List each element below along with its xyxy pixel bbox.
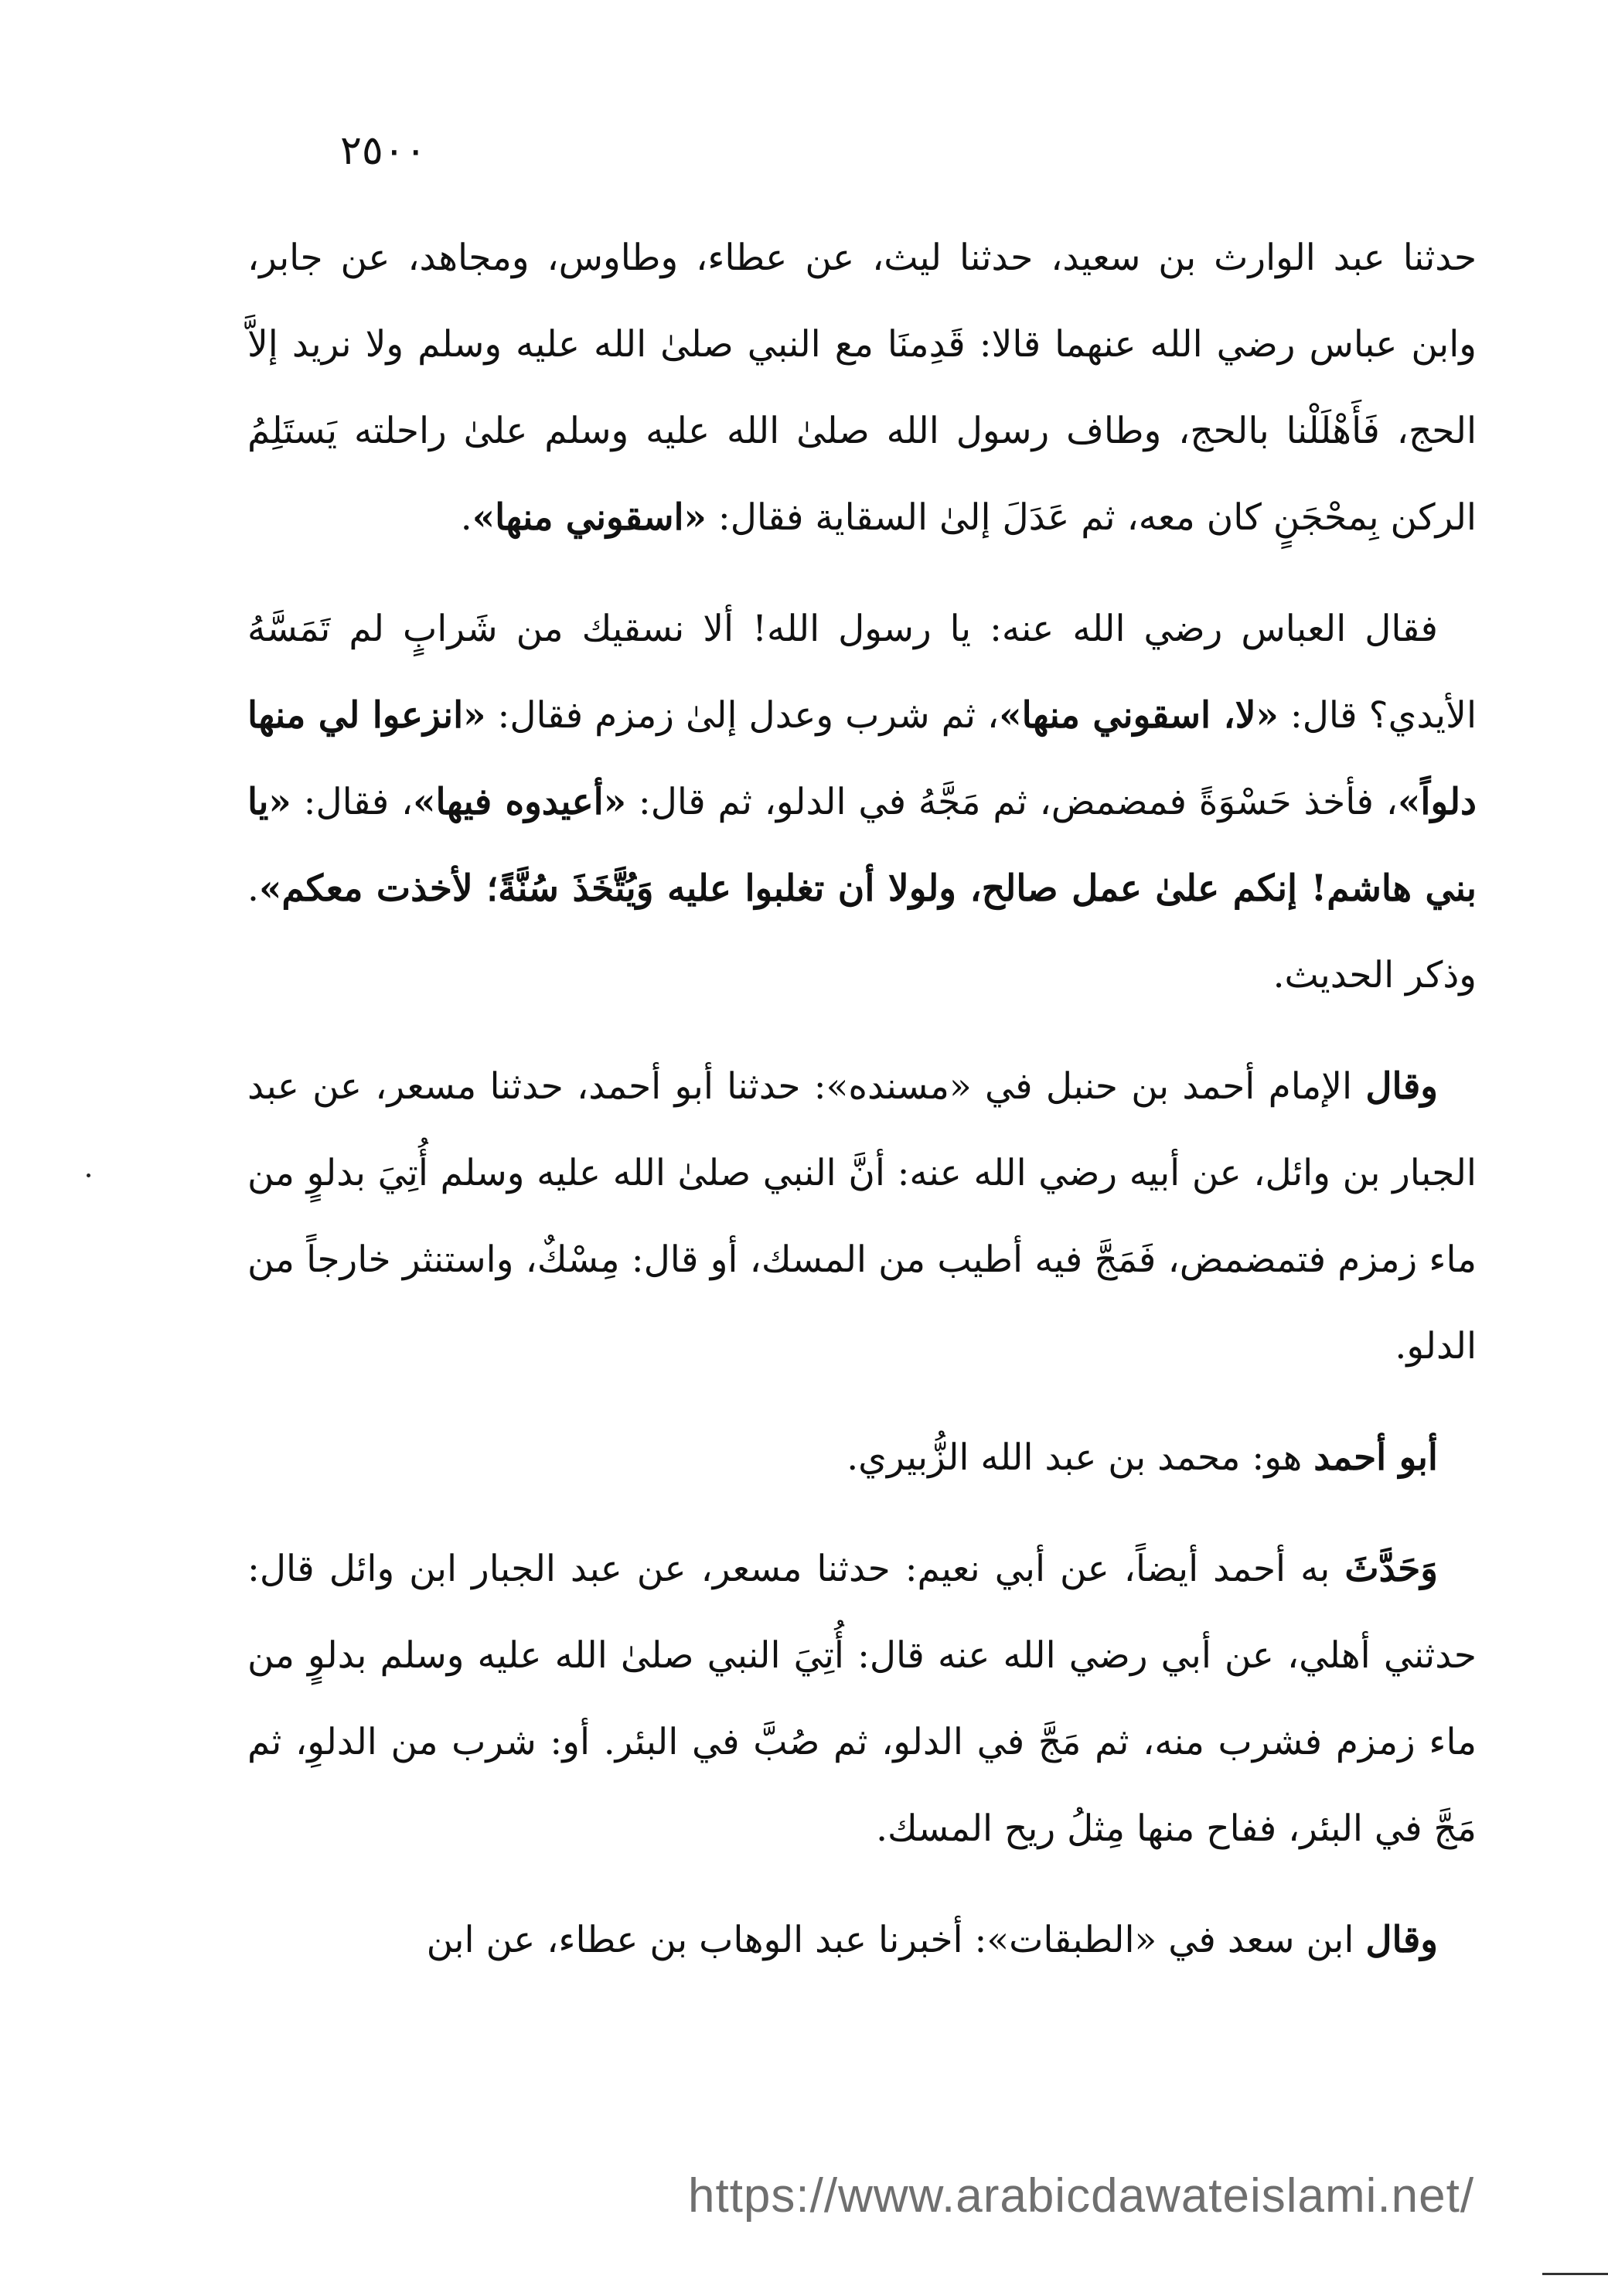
text-segment: ، فأخذ حَسْوَةً فمضمض، ثم مَجَّهُ في الدلو، ثم قال: bbox=[626, 781, 1398, 823]
watermark-url: https://www.arabicdawateislami.net/ bbox=[688, 2169, 1475, 2223]
paragraph bbox=[247, 586, 1477, 1019]
stray-dot-mark bbox=[87, 1174, 90, 1177]
paragraph bbox=[247, 1526, 1477, 1872]
paragraph bbox=[247, 1415, 1477, 1501]
paragraph bbox=[247, 215, 1477, 561]
bold-text-segment: «لا، اسقوني منها» bbox=[999, 694, 1279, 737]
text-segment: . وذكر الحديث. bbox=[247, 867, 1477, 996]
bold-text-segment: «اسقوني منها» bbox=[472, 496, 707, 539]
text-segment: حدثنا عبد الوارث بن سعيد، حدثنا ليث، عن عطاء، وطاوس، ومجاهد، عن جابر، وابن عباس رضي الله عنهما قالا: قَدِمنَا مع النبي صلىٰ الله عليه وسلم ولا نريد إلاَّ الحج، فَأَهْلَلْنا بالحج، وطاف رسول الله صلىٰ الله عليه وسلم علىٰ راحلته يَستَلِمُ الركن بِمحْجَنٍ كان معه، ثم عَدَلَ إلىٰ السقاية فقال: bbox=[247, 237, 1477, 539]
body-text bbox=[247, 215, 1477, 2008]
text-segment: . bbox=[460, 496, 472, 539]
bold-text-segment: وقال bbox=[1365, 1065, 1438, 1108]
text-segment: هو: محمد بن عبد الله الزُّبيري. bbox=[847, 1436, 1314, 1479]
bold-text-segment: وقال bbox=[1365, 1919, 1438, 1961]
text-segment: به أحمد أيضاً، عن أبي نعيم: حدثنا مسعر، عن عبد الجبار ابن وائل قال: حدثني أهلي، عن أبي رضي الله عنه قال: أُتِيَ النبي صلىٰ الله عليه وسلم بدلوٍ من ماء زمزم فشرب منه، ثم مَجَّ في الدلو، ثم صُبَّ في البئر. أو: شرب من الدلوِ، ثم مَجَّ في البئر، ففاح منها مِثلُ ريح المسك. bbox=[247, 1548, 1477, 1850]
bold-text-segment: «أعيدوه فيها» bbox=[413, 781, 627, 823]
text-segment: ، ثم شرب وعدل إلىٰ زمزم فقال: bbox=[485, 694, 1000, 737]
bold-text-segment: «يا بني هاشم! إنكم علىٰ عمل صالح، ولولا أن تغلبوا عليه وَيُتَّخَذَ سُنَّةً؛ لأخذت معكم» bbox=[247, 781, 1477, 910]
bold-text-segment: «انزعوا لي منها دلواً» bbox=[247, 694, 1477, 823]
bottom-edge-rule bbox=[1542, 2273, 1608, 2275]
paragraph bbox=[247, 1044, 1477, 1390]
text-segment: فقال العباس رضي الله عنه: يا رسول الله! ألا نسقيك من شَرابٍ لم تَمَسَّهُ الأيدي؟ قال: bbox=[247, 608, 1477, 737]
text-segment: الإمام أحمد بن حنبل في «مسنده»: حدثنا أبو أحمد، حدثنا مسعر، عن عبد الجبار بن وائل، عن أبيه رضي الله عنه: أنَّ النبي صلىٰ الله عليه وسلم أُتِيَ بدلوٍ من ماء زمزم فتمضمض، فَمَجَّ فيه أطيب من المسك، أو قال: مِسْكٌ، واستنثر خارجاً من الدلو. bbox=[247, 1065, 1477, 1368]
bold-text-segment: أبو أحمد bbox=[1313, 1436, 1438, 1479]
page-number: ٢٥٠٠ bbox=[340, 128, 427, 174]
paragraph bbox=[247, 1897, 1477, 1984]
text-segment: ابن سعد في «الطبقات»: أخبرنا عبد الوهاب بن عطاء، عن ابن bbox=[426, 1919, 1366, 1961]
bold-text-segment: وَحَدَّثَ bbox=[1344, 1548, 1438, 1590]
text-segment: ، فقال: bbox=[291, 781, 414, 823]
